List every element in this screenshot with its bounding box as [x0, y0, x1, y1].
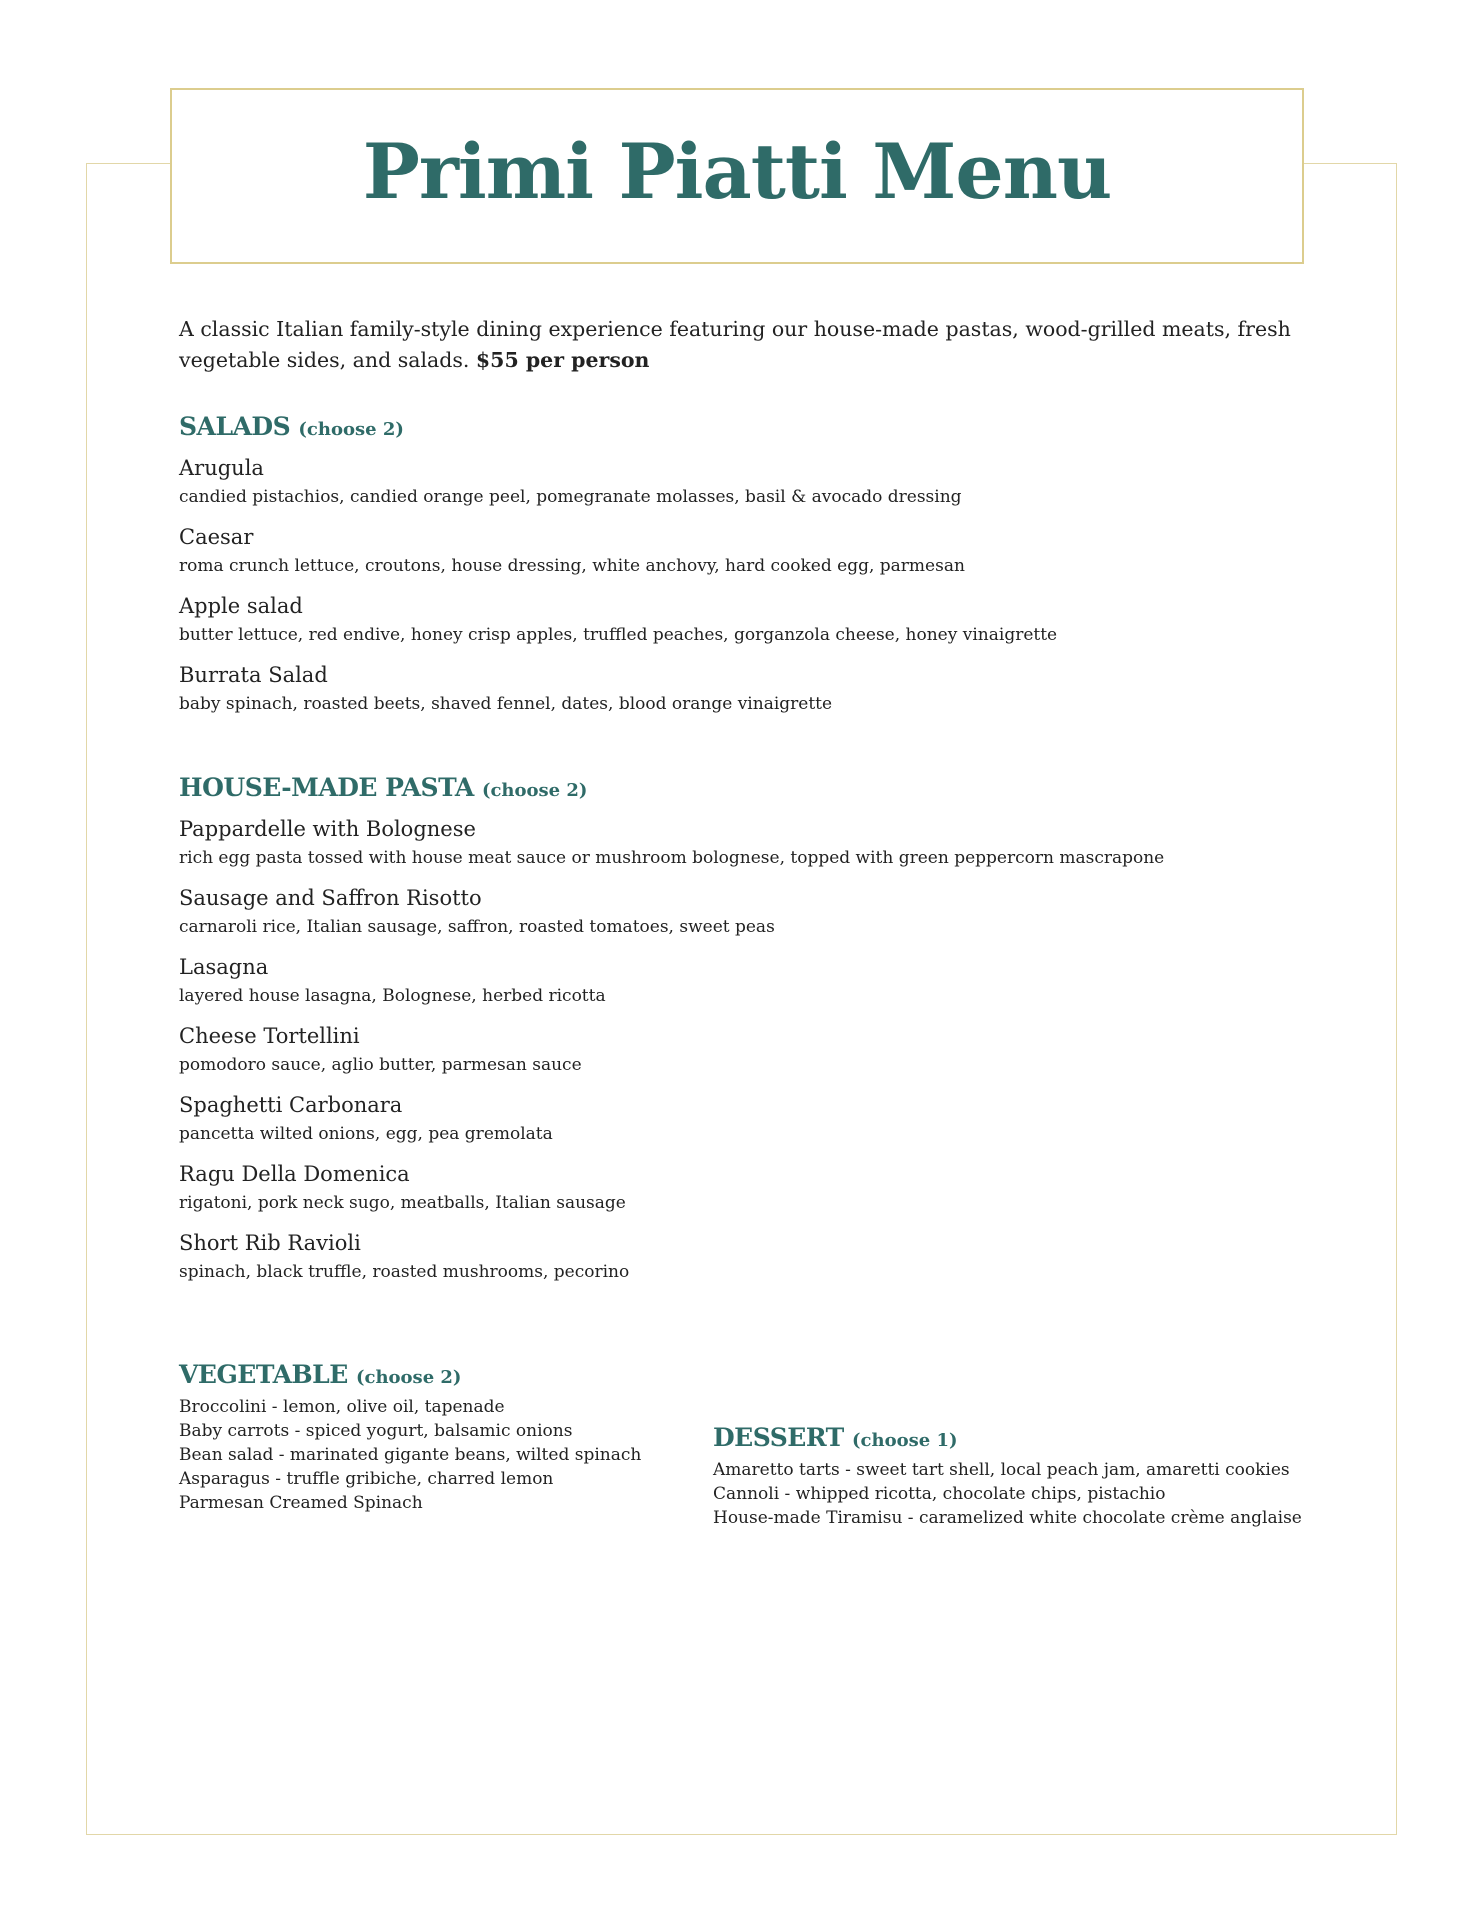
menu-item — [179, 1229, 1164, 1285]
section-heading — [179, 412, 1057, 441]
item-name: Spaghetti Carbonara — [179, 1093, 403, 1117]
item-name: Ragu Della Domenica — [179, 1162, 410, 1186]
item-description: roma crunch lettuce, croutons, house dressing, white anchovy, hard cooked egg, parmesan — [179, 556, 965, 576]
menu-item — [179, 1160, 1164, 1216]
item-name: Short Rib Ravioli — [179, 1231, 361, 1255]
item-description: butter lettuce, red endive, honey crisp apples, truffled peaches, gorganzola cheese, honey vinaigrette — [179, 625, 1058, 645]
item-name: Pappardelle with Bolognese — [179, 817, 476, 841]
page-title: Primi Piatti Menu — [362, 126, 1112, 216]
list-item: Baby carrots - spiced yogurt, balsamic onions — [179, 1421, 573, 1441]
item-description: rich egg pasta tossed with house meat sauce or mushroom bolognese, topped with green peppercorn mascrapone — [179, 848, 1165, 868]
choose-count: (choose 2) — [298, 419, 404, 440]
section-heading — [179, 1360, 641, 1389]
menu-item — [179, 1091, 1164, 1147]
item-name: Burrata Salad — [179, 663, 328, 687]
item-name: Apple salad — [179, 594, 303, 618]
intro-text: A classic Italian family-style dining experience featuring our house-made pastas, wood-grilled meats, fresh vegetable sides, and salads. — [179, 317, 1291, 372]
list-item: Broccolini - lemon, olive oil, tapenade — [179, 1397, 505, 1417]
item-name: Caesar — [179, 525, 254, 549]
salads-section — [179, 412, 1057, 717]
menu-item — [179, 454, 1057, 510]
dessert-section — [713, 1423, 1302, 1530]
pasta-section — [179, 773, 1164, 1285]
salads-list — [179, 454, 1057, 717]
vegetable-section — [179, 1360, 641, 1515]
item-name: Arugula — [179, 456, 264, 480]
item-description: pomodoro sauce, aglio butter, parmesan sauce — [179, 1055, 582, 1075]
item-name: Lasagna — [179, 955, 269, 979]
list-item: House-made Tiramisu - caramelized white chocolate crème anglaise — [713, 1508, 1302, 1528]
heading-text: SALADS — [179, 412, 291, 441]
list-item: Bean salad - marinated gigante beans, wilted spinach — [179, 1445, 642, 1465]
item-description: baby spinach, roasted beets, shaved fennel, dates, blood orange vinaigrette — [179, 694, 833, 714]
section-heading — [713, 1423, 1302, 1452]
heading-text: VEGETABLE — [179, 1360, 348, 1389]
vegetable-list — [179, 1395, 641, 1515]
intro-paragraph — [179, 314, 1309, 376]
item-description: carnaroli rice, Italian sausage, saffron, roasted tomatoes, sweet peas — [179, 917, 775, 937]
menu-item — [179, 815, 1164, 871]
heading-text: HOUSE-MADE PASTA — [179, 773, 474, 802]
choose-count: (choose 1) — [852, 1430, 958, 1451]
list-item: Parmesan Creamed Spinach — [179, 1493, 423, 1513]
item-description: layered house lasagna, Bolognese, herbed ricotta — [179, 986, 606, 1006]
title-box — [170, 88, 1304, 264]
list-item: Amaretto tarts - sweet tart shell, local peach jam, amaretti cookies — [713, 1460, 1290, 1480]
list-item: Asparagus - truffle gribiche, charred lemon — [179, 1469, 554, 1489]
item-name: Cheese Tortellini — [179, 1024, 360, 1048]
heading-text: DESSERT — [713, 1423, 844, 1452]
item-name: Sausage and Saffron Risotto — [179, 886, 482, 910]
dessert-list — [713, 1458, 1302, 1530]
menu-item — [179, 592, 1057, 648]
menu-item — [179, 884, 1164, 940]
item-description: spinach, black truffle, roasted mushrooms, pecorino — [179, 1262, 630, 1282]
menu-item — [179, 953, 1164, 1009]
price: $55 per person — [475, 348, 650, 372]
item-description: rigatoni, pork neck sugo, meatballs, Italian sausage — [179, 1193, 626, 1213]
choose-count: (choose 2) — [481, 780, 588, 801]
pasta-list — [179, 815, 1164, 1285]
item-description: candied pistachios, candied orange peel, pomegranate molasses, basil & avocado dressing — [179, 487, 962, 507]
menu-item — [179, 1022, 1164, 1078]
section-heading — [179, 773, 1164, 802]
menu-item — [179, 523, 1057, 579]
choose-count: (choose 2) — [355, 1367, 462, 1388]
menu-item — [179, 661, 1057, 717]
list-item: Cannoli - whipped ricotta, chocolate chips, pistachio — [713, 1484, 1166, 1504]
item-description: pancetta wilted onions, egg, pea gremolata — [179, 1124, 553, 1144]
